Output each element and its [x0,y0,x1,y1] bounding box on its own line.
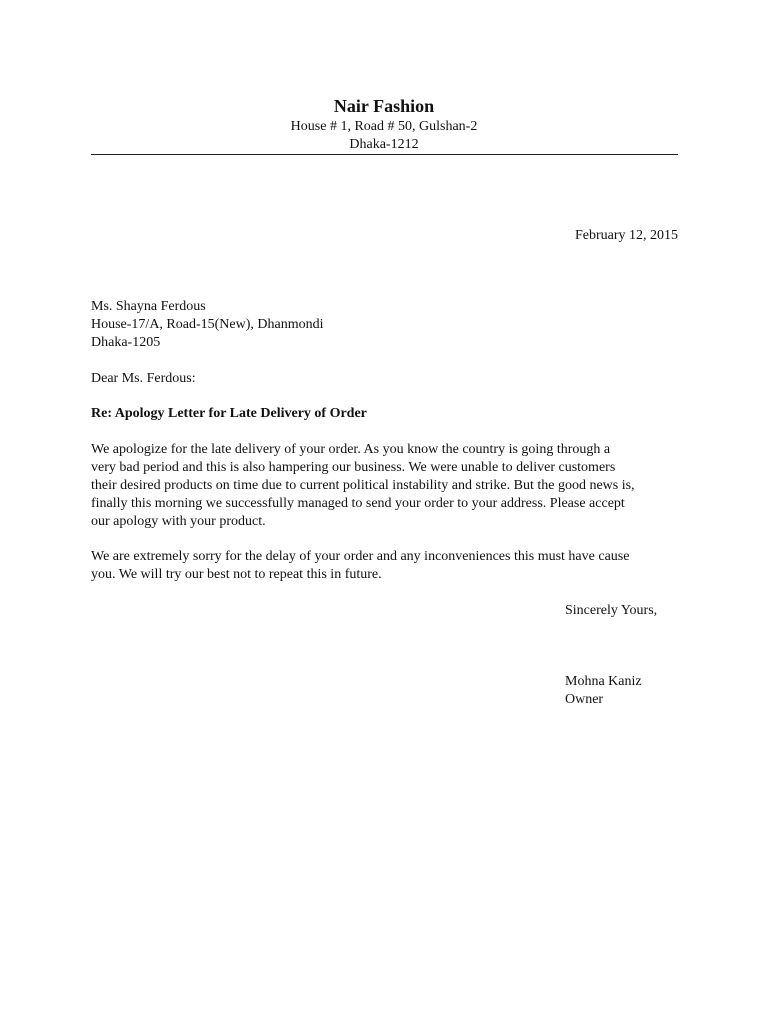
paragraph-line: very bad period and this is also hampering our business. We were unable to deliver customers [91,460,616,475]
body-paragraph-1 [91,441,681,531]
paragraph-line: We are extremely sorry for the delay of your order and any inconveniences this must have cause [91,549,630,564]
closing: Sincerely Yours, [565,603,658,618]
letter-date: February 12, 2015 [574,228,678,243]
salutation: Dear Ms. Ferdous: [91,371,196,386]
signature-block [565,673,642,709]
letterhead-divider [91,154,678,155]
recipient-address-line1: House-17/A, Road-15(New), Dhanmondi [91,317,324,332]
signer-name: Mohna Kaniz [565,674,642,689]
recipient-address-line2: Dhaka-1205 [91,335,161,350]
company-address-line1: House # 1, Road # 50, Gulshan-2 [290,119,478,134]
signer-title: Owner [565,692,604,707]
company-name: Nair Fashion [333,96,435,116]
paragraph-line: our apology with your product. [91,514,266,529]
recipient-block [91,298,324,352]
paragraph-line: finally this morning we successfully managed to send your order to your address. Please accept [91,496,625,511]
recipient-name: Ms. Shayna Ferdous [91,299,206,314]
paragraph-line: their desired products on time due to current political instability and strike. But the good news is, [91,478,635,493]
company-address-line2: Dhaka-1212 [349,137,419,152]
paragraph-line: you. We will try our best not to repeat this in future. [91,567,382,582]
subject-line: Re: Apology Letter for Late Delivery of Order [91,406,367,421]
paragraph-line: We apologize for the late delivery of your order. As you know the country is going through a [91,442,611,457]
body-paragraph-2 [91,548,681,584]
